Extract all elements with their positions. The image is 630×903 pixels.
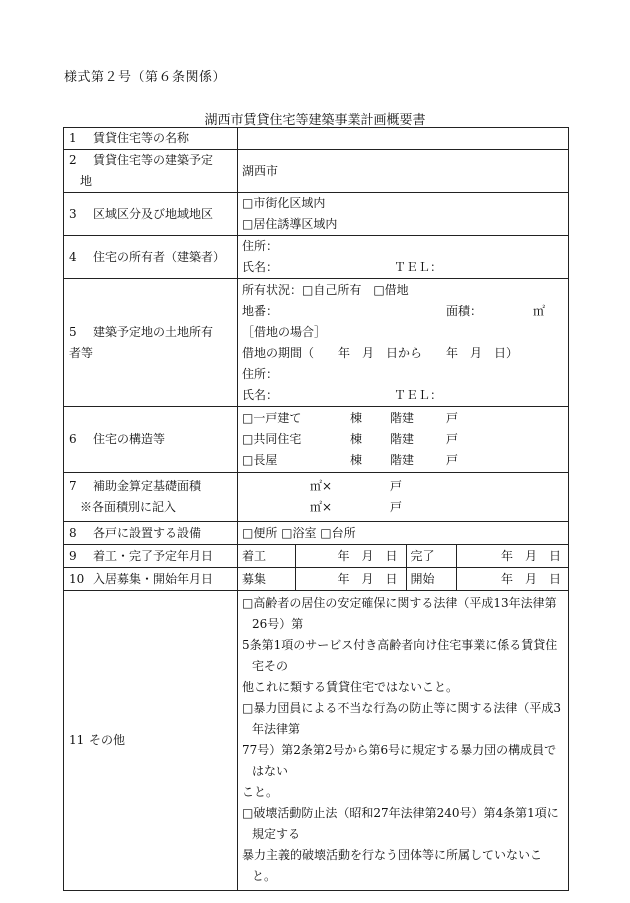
row-house-checkbox[interactable]: □長屋 (242, 453, 278, 467)
declaration-elderly-housing[interactable] (242, 593, 564, 698)
lot-area-line (242, 301, 568, 322)
row-house-units-unit: 戸 (446, 453, 459, 467)
structure-detached[interactable] (242, 408, 568, 429)
planned-site-field[interactable]: 湖西市 (238, 150, 569, 193)
row-owner (64, 236, 569, 279)
landlord-name-tel-line (242, 385, 568, 406)
construction-end-label: 完了 (406, 545, 456, 567)
occupancy-dates-table (238, 568, 569, 590)
row-property-name (64, 128, 569, 150)
subsidy-area-1-unit: ㎡× (310, 479, 333, 493)
row-1-label-cell (64, 128, 238, 150)
row-1-label: 賃貸住宅等の名称 (93, 131, 190, 145)
detached-checkbox[interactable]: □一戸建て (242, 411, 302, 425)
construction-dates-table (238, 545, 569, 567)
form-number-label: 様式第２号（第６条関係） (64, 70, 227, 85)
row-6-label-cell (64, 407, 238, 473)
row-2-label-cell (64, 150, 238, 193)
subsidy-units-1-unit: 戸 (390, 479, 403, 493)
row-land-owner (64, 279, 569, 407)
land-area-field[interactable]: 面積： (446, 303, 483, 318)
row-11-number: 11 (69, 733, 85, 747)
row-5-number: 5 (69, 324, 77, 339)
row-4-number: 4 (69, 249, 77, 264)
row-10-label-cell (64, 568, 238, 591)
row-planned-site (64, 150, 569, 193)
residence-induction-area-checkbox[interactable]: □居住誘導区域内 (242, 217, 338, 231)
declaration-1-line-1: □高齢者の居住の安定確保に関する法律（平成13年法律第26号）第 (242, 596, 557, 631)
document-title: 湖西市賃貸住宅等建築事業計画概要書 (204, 113, 426, 128)
row-11-label: その他 (89, 733, 126, 747)
row-structure (64, 407, 569, 473)
declaration-organized-crime[interactable] (242, 698, 564, 803)
declarations (238, 591, 569, 891)
row-5-label-line1: 建築予定地の土地所有 (93, 324, 214, 339)
recruitment-start-label: 募集 (238, 568, 295, 590)
row-other (64, 591, 569, 891)
row-3-label-cell (64, 193, 238, 236)
landlord-name-field[interactable]: 氏名： (242, 387, 279, 402)
declaration-3-line-1: □破壊活動防止法（昭和27年法律第240号）第4条第1項に規定する (242, 806, 559, 841)
lot-number-field[interactable]: 地番： (242, 303, 279, 318)
row-8-label: 各戸に設置する設備 (93, 525, 202, 540)
occupancy-dates-cell (238, 568, 569, 591)
owner-tel-field[interactable]: ＴＥＬ： (394, 260, 443, 274)
owner-name-field[interactable]: 氏名： (242, 260, 279, 274)
lease-heading: ［借地の場合］ (242, 324, 327, 339)
occupancy-start-label: 開始 (406, 568, 456, 590)
row-9-label: 着工・完了予定年月日 (93, 548, 214, 563)
row-11-label-cell (64, 591, 238, 891)
row-2-label-line1: 賃貸住宅等の建築予定 (93, 153, 214, 167)
owner-fields (238, 236, 569, 279)
row-zoning (64, 193, 569, 236)
subsidy-area-2-unit: ㎡× (310, 500, 333, 514)
row-6-label: 住宅の構造等 (93, 432, 166, 446)
declaration-3-line-2: 暴力主義的破壊活動を行なう団体等に所属していないこと。 (242, 848, 543, 883)
row-occupancy-dates (64, 568, 569, 591)
row-3-number: 3 (69, 206, 77, 221)
zoning-options (238, 193, 569, 236)
row-10-label: 入居募集・開始年月日 (93, 571, 214, 586)
row-5-label-cell (64, 279, 238, 407)
subsidy-area-line-1[interactable] (242, 476, 568, 497)
apartment-units-unit: 戸 (446, 432, 459, 446)
land-area-unit: ㎡ (533, 303, 546, 318)
property-name-field[interactable] (238, 128, 569, 150)
construction-start-date[interactable]: 年 月 日 (295, 545, 406, 567)
urbanization-area-checkbox[interactable]: □市街化区域内 (242, 196, 326, 210)
row-construction-dates (64, 545, 569, 568)
apartment-floors-unit: 階建 (390, 432, 415, 446)
row-2-number: 2 (69, 153, 77, 167)
owner-name-tel-line (242, 257, 568, 278)
application-form-table (63, 127, 569, 891)
structure-fields (238, 407, 569, 473)
detached-units-unit: 戸 (446, 411, 459, 425)
landlord-address-field[interactable]: 住所： (242, 366, 279, 381)
structure-row-house[interactable] (242, 450, 568, 471)
lease-period-field[interactable]: 借地の期間（ 年 月 日から 年 月 日） (242, 345, 519, 360)
apartment-checkbox[interactable]: □共同住宅 (242, 432, 302, 446)
ownership-status-options[interactable]: 所有状況：□自己所有 □借地 (242, 282, 409, 297)
row-7-label-cell (64, 473, 238, 522)
occupancy-start-date[interactable]: 年 月 日 (500, 571, 561, 586)
declaration-1-line-2: 5条第1項のサービス付き高齢者向け住宅事業に係る賃貸住宅その (242, 638, 558, 673)
row-2-label-line2: 地 (80, 174, 93, 188)
land-owner-fields (238, 279, 569, 407)
row-4-label: 住宅の所有者（建築者） (93, 249, 226, 264)
row-7-number: 7 (69, 479, 77, 493)
construction-end-date[interactable]: 年 月 日 (500, 548, 561, 563)
owner-address-field[interactable]: 住所： (242, 239, 279, 253)
row-5-label-line2: 者等 (69, 345, 94, 360)
row-9-number: 9 (69, 548, 77, 563)
construction-start-label: 着工 (238, 545, 295, 567)
row-7-label-line1: 補助金算定基礎面積 (93, 479, 202, 493)
detached-buildings-unit: 棟 (350, 411, 363, 425)
row-house-floors-unit: 階建 (390, 453, 415, 467)
declaration-2-line-2: 77号）第2条第2号から第6号に規定する暴力団の構成員ではない (242, 743, 557, 778)
structure-apartment[interactable] (242, 429, 568, 450)
declaration-2-line-1: □暴力団員による不当な行為の防止等に関する法律（平成3年法律第 (242, 701, 561, 736)
row-subsidy-area (64, 473, 569, 522)
apartment-buildings-unit: 棟 (350, 432, 363, 446)
subsidy-area-line-2[interactable] (242, 497, 568, 518)
row-8-number: 8 (69, 525, 77, 540)
row-house-buildings-unit: 棟 (350, 453, 363, 467)
construction-dates-cell (238, 545, 569, 568)
declaration-2-line-3: こと。 (242, 785, 279, 799)
declaration-subversive-activities[interactable] (242, 803, 564, 887)
row-7-label-line2: ※各面積別に記入 (80, 500, 177, 514)
row-8-label-cell (64, 522, 238, 545)
row-1-number: 1 (69, 131, 77, 145)
row-3-label: 区域区分及び地域地区 (93, 206, 214, 221)
row-facilities (64, 522, 569, 545)
detached-floors-unit: 階建 (390, 411, 415, 425)
recruitment-start-date[interactable]: 年 月 日 (295, 568, 406, 590)
facilities-checkboxes[interactable]: □便所 □浴室 □台所 (238, 522, 569, 545)
row-10-number: 10 (69, 571, 85, 586)
row-6-number: 6 (69, 432, 77, 446)
row-9-label-cell (64, 545, 238, 568)
subsidy-area-fields (238, 473, 569, 522)
subsidy-units-2-unit: 戸 (390, 500, 403, 514)
declaration-1-line-3: 他これに類する賃貸住宅ではないこと。 (242, 680, 459, 694)
landlord-tel-field[interactable]: ＴＥＬ： (394, 387, 443, 402)
row-4-label-cell (64, 236, 238, 279)
